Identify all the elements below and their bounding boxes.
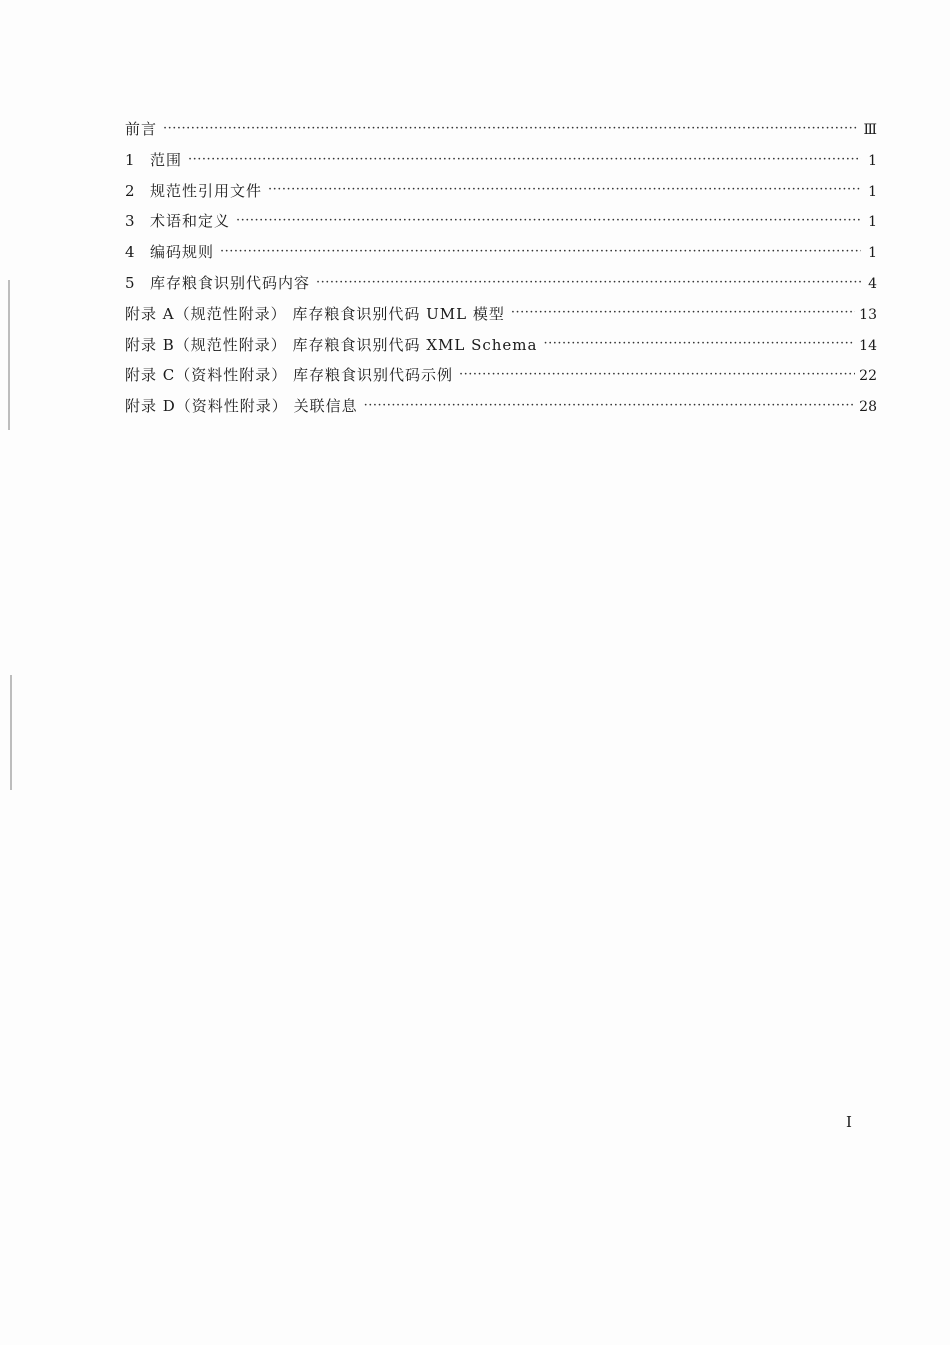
toc-entry-page: 22 (859, 368, 877, 385)
toc-entry-page: 4 (868, 275, 877, 292)
toc-entry-title: 术语和定义 (150, 212, 231, 231)
toc-entry-page: 13 (859, 306, 877, 323)
toc-entry[interactable] (125, 118, 877, 149)
toc-entry-page: 28 (859, 399, 877, 416)
toc-leader-dots (163, 119, 859, 134)
toc-entry-number: 1 (125, 150, 135, 169)
toc-entry[interactable] (125, 272, 877, 303)
toc-entry-number: 4 (125, 243, 135, 262)
toc-leader-dots (268, 181, 861, 196)
toc-entry-page: Ⅲ (863, 122, 877, 138)
toc-leader-dots (316, 273, 861, 288)
toc-leader-dots (220, 242, 861, 257)
toc-entry[interactable] (125, 395, 877, 426)
toc-entry[interactable] (125, 149, 877, 180)
toc-entry-page: 1 (868, 183, 877, 200)
toc-entry[interactable] (125, 303, 877, 334)
toc-entry-title: 附录 D（资料性附录） 关联信息 (125, 397, 358, 416)
toc-leader-dots (364, 396, 856, 411)
toc-entry[interactable] (125, 334, 877, 365)
toc-leader-dots (543, 335, 855, 350)
toc-entry-title: 范围 (150, 150, 183, 169)
toc-entry-title: 附录 C（资料性附录） 库存粮食识别代码示例 (125, 366, 454, 385)
toc-entry[interactable] (125, 241, 877, 272)
toc-entry-page: 1 (868, 214, 877, 231)
toc-leader-dots (188, 150, 861, 165)
page-number: I (846, 1113, 852, 1131)
toc-entry-title: 附录 B（规范性附录） 库存粮食识别代码 XML Schema (125, 335, 538, 354)
toc-entry-title: 编码规则 (150, 243, 215, 262)
scan-edge-mark (10, 675, 12, 790)
toc-entry-number: 3 (125, 212, 135, 231)
toc-entry-number: 2 (125, 181, 135, 200)
toc-entry-number: 5 (125, 273, 135, 292)
toc-entry-title: 库存粮食识别代码内容 (150, 273, 311, 292)
toc-leader-dots (459, 365, 855, 380)
scan-edge-mark (8, 280, 10, 430)
toc-entry[interactable] (125, 180, 877, 211)
toc-entry-title: 前言 (125, 120, 158, 138)
toc-entry[interactable] (125, 210, 877, 241)
toc-entry-page: 1 (868, 245, 877, 262)
table-of-contents (125, 118, 877, 426)
toc-leader-dots (511, 304, 855, 319)
toc-leader-dots (236, 211, 861, 226)
toc-entry-title: 附录 A（规范性附录） 库存粮食识别代码 UML 模型 (125, 304, 505, 323)
toc-entry-page: 14 (859, 337, 877, 354)
toc-entry[interactable] (125, 364, 877, 395)
toc-entry-title: 规范性引用文件 (150, 181, 263, 200)
toc-entry-page: 1 (868, 152, 877, 169)
